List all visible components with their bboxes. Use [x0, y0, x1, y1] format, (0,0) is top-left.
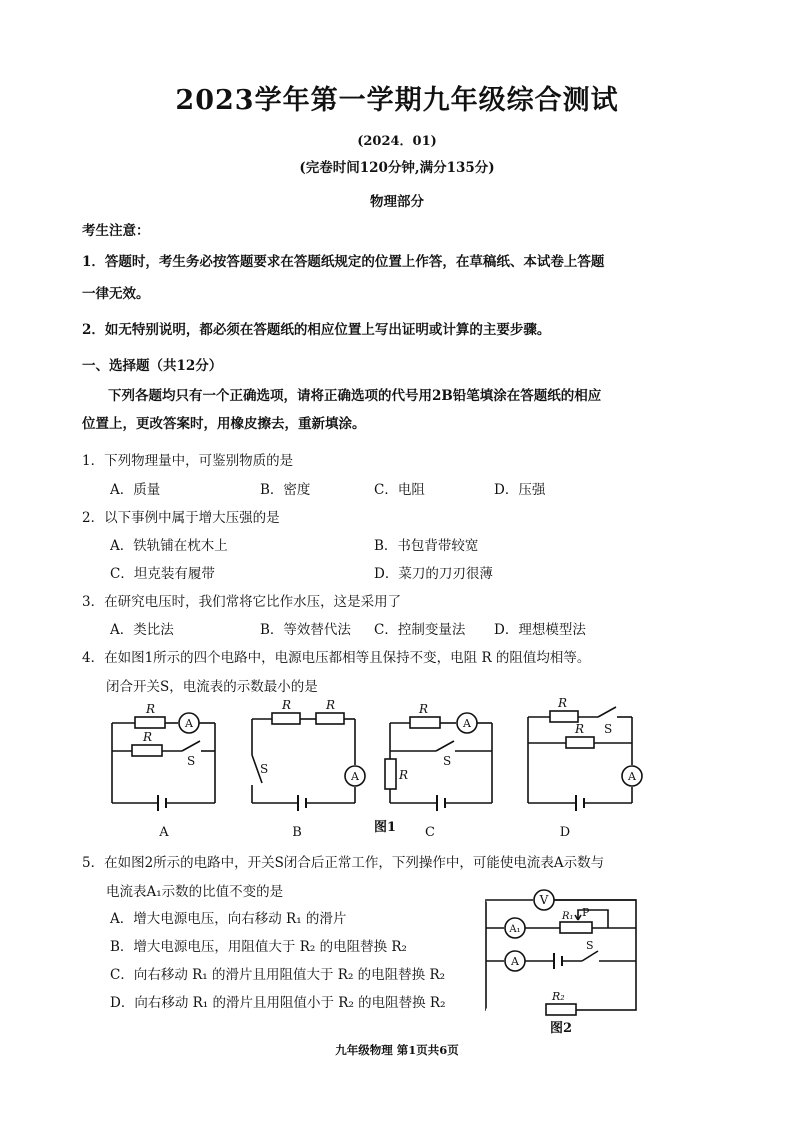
ammeter-label: A — [511, 955, 519, 968]
resistor-c1 — [410, 717, 440, 728]
switch-d — [598, 707, 616, 717]
switch-a — [182, 741, 200, 751]
section1-instr-line2: 位置上，更改答案时，用橡皮擦去，重新填涂。 — [82, 416, 366, 432]
exam-title: 2023学年第一学期九年级综合测试 — [175, 85, 619, 116]
notice-item2: 2．如无特别说明，都必须在答题纸的相应位置上写出证明或计算的主要步骤。 — [82, 322, 551, 338]
q4-stem-line1: 4．在如图1所示的四个电路中，电源电压都相等且保持不变，电阻 R 的阻值均相等。 — [82, 650, 591, 666]
s-label-d: S — [604, 722, 613, 736]
r2-label: R₂ — [552, 990, 565, 1003]
circuit-b — [252, 713, 365, 803]
ammeter-d-label: A — [628, 770, 636, 783]
switch-c — [436, 741, 454, 751]
r-label-c2: R — [399, 768, 409, 782]
circuit-label-b: B — [292, 825, 302, 840]
figure1-caption: 图1 — [373, 820, 397, 835]
q5-option-a: A．增大电源电压，向右移动 R₁ 的滑片 — [110, 911, 347, 927]
s-label: S — [586, 939, 594, 952]
r-label-a1: R — [146, 702, 156, 716]
q5-option-c: C．向右移动 R₁ 的滑片且用阻值大于 R₂ 的电阻替换 R₂ — [110, 967, 446, 983]
figure1-circuits — [0, 695, 794, 845]
q5-stem-line2: 电流表A₁示数的比值不变的是 — [106, 884, 284, 900]
s-label-b: S — [260, 762, 269, 776]
ammeter-b-label: A — [351, 770, 359, 783]
q3-stem: 3．在研究电压时，我们常将它比作水压，这是采用了 — [82, 594, 402, 610]
r-label-c1: R — [419, 702, 429, 716]
s-label-c: S — [443, 754, 452, 768]
q5-option-d: D．向右移动 R₁ 的滑片且用阻值小于 R₂ 的电阻替换 R₂ — [110, 995, 446, 1011]
ammeter-c-label: A — [463, 717, 471, 730]
q3-option-a: A．类比法 — [110, 622, 174, 638]
r-label-b2: R — [326, 698, 336, 712]
circuit-label-c: C — [425, 825, 435, 840]
q3-option-b: B．等效替代法 — [260, 622, 351, 638]
notice-item1-line1: 1．答题时，考生务必按答题要求在答题纸规定的位置上作答，在草稿纸、本试卷上答题 — [82, 254, 605, 270]
s-label-a: S — [187, 754, 196, 768]
page-footer: 九年级物理 第1页共6页 — [335, 1043, 459, 1057]
resistor-d2 — [566, 737, 594, 748]
resistor-r2 — [546, 1004, 576, 1015]
q2-option-b: B．书包背带较宽 — [374, 538, 479, 554]
q5-stem-line1: 5．在如图2所示的电路中，开关S闭合后正常工作，下列操作中，可能使电流表A示数与 — [82, 855, 605, 871]
p-label: P — [582, 906, 590, 919]
q1-option-d: D．压强 — [494, 482, 546, 498]
figure2-circuit — [478, 886, 648, 1036]
ammeter-a-label: A — [185, 717, 193, 730]
circuit-c — [385, 713, 492, 803]
q2-option-a: A．铁轨铺在枕木上 — [110, 538, 228, 554]
circuit-label-a: A — [159, 825, 169, 840]
part-heading: 物理部分 — [370, 194, 424, 210]
q3-option-c: C．控制变量法 — [374, 622, 466, 638]
q4-stem-line2: 闭合开关S，电流表的示数最小的是 — [106, 679, 318, 695]
q2-stem: 2．以下事例中属于增大压强的是 — [82, 510, 280, 526]
time-note: (完卷时间120分钟,满分135分) — [299, 160, 495, 176]
q1-option-c: C．电阻 — [374, 482, 425, 498]
r1-label: R₁ — [562, 911, 574, 922]
resistor-a2 — [132, 745, 162, 756]
q1-option-a: A．质量 — [110, 482, 161, 498]
q1-stem: 1．下列物理量中，可鉴别物质的是 — [82, 453, 294, 469]
notice-heading: 考生注意： — [82, 223, 150, 239]
switch-icon — [582, 951, 598, 961]
resistor-a1 — [135, 717, 165, 728]
rheostat-r1 — [560, 922, 592, 933]
resistor-c-vertical — [385, 759, 396, 789]
q2-option-d: D．菜刀的刀刃很薄 — [374, 566, 493, 582]
resistor-d1 — [550, 711, 578, 722]
q3-option-d: D．理想模型法 — [494, 622, 586, 638]
section1-instr-line1: 下列各题均只有一个正确选项，请将正确选项的代号用2B铅笔填涂在答题纸的相应 — [108, 388, 602, 404]
r-label-b1: R — [282, 698, 292, 712]
r-label-d2: R — [575, 722, 585, 736]
q2-option-c: C．坦克装有履带 — [110, 566, 215, 582]
section1-heading: 一、选择题（共12分） — [82, 358, 223, 374]
circuit-d — [528, 707, 642, 803]
resistor-b2 — [316, 713, 344, 724]
q5-option-b: B．增大电源电压，用阻值大于 R₂ 的电阻替换 R₂ — [110, 939, 407, 955]
exam-date: (2024．01) — [357, 134, 437, 149]
r-label-a2: R — [143, 730, 153, 744]
voltmeter-label: V — [539, 893, 549, 907]
q1-option-b: B．密度 — [260, 482, 311, 498]
notice-item1-line2: 一律无效。 — [82, 286, 150, 302]
ammeter1-label: A₁ — [509, 924, 521, 935]
figure2-caption: 图2 — [550, 1021, 573, 1036]
circuit-label-d: D — [559, 825, 571, 840]
resistor-b1 — [272, 713, 300, 724]
r-label-d1: R — [558, 696, 568, 710]
circuit-a — [112, 713, 215, 803]
